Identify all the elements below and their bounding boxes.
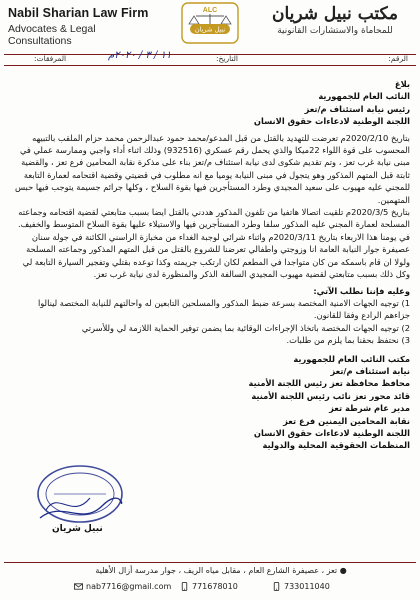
header-english xyxy=(8,6,158,47)
request-item: 3) نحتفظ بحقنا بما يلزم من طلبات. xyxy=(286,335,410,346)
recipient: اللجنة الوطنية لادعاءات حقوق الانسان xyxy=(253,427,410,438)
recipient: مكتب النائب العام للجمهورية xyxy=(293,353,410,364)
letter-body xyxy=(12,78,410,452)
recipient: قائد محور تعز نائب رئيس اللجنة الأمنية xyxy=(251,390,410,401)
address-text: تعز ، عصيفرة الشارع العام ، مقابل مياه الريف ، جوار مدرسة أزال الأهلية xyxy=(95,566,338,575)
phone-icon xyxy=(272,582,281,591)
paragraph-3: في يومنا هذا الاربعاء بتاريخ 2020/3/11م واثناء شرائي لوجبة الغداء من مخبازة الراسني الكائنة في جولة سنان عصيفرة جوار النيابة العامة انا وزوجتي واطفالي تعرضنا للشروع بالقتل من قبل المتهم المذكور وجماعته المسلحة ولولا ان قام باسمكه من كان متواجدا في المطعم لكان ارتكب جريمته وكذا توعده بقتلي وتفجير السيارة التابعة لي وكل ذلك بسبب متابعتي لقضية مهيوب المجيدي السالفة الذكر والمنظورة لدى نيابة غرب تعز. xyxy=(22,231,410,280)
phone-contact-1[interactable] xyxy=(272,582,330,591)
phone-icon xyxy=(180,582,189,591)
firm-subtitle-ar: للمحاماة والاستشارات القانونية xyxy=(277,25,393,36)
paragraph-2: بتاريخ 2020/3/5م تلقيت اتصالا هاتفيا من تلفون المذكور هددني بالقتل ايضا بسبب متابعتي لقضية اقتحامه وجماعته المسلحة لعمارة المجني عليه المذكور سلفا وطرد المستأجرين فيها والاستيلاء عليها بقوة السلاح المتوسط والخفيف. xyxy=(18,207,410,230)
request-item: 1) توجيه الجهات الامنية المختصة بسرعة ضبط المذكور والمسلحين التابعين له واحالتهم للنيابة المختصة لينالوا جزاءهم الرادع وفقا للقانون. xyxy=(37,297,410,321)
requests-intro: وعليه فإننا نطلب الآتي: xyxy=(313,285,410,296)
logo-arabic-name: نبيل شريان xyxy=(194,25,226,34)
signatory-name: نبيل شريان xyxy=(52,524,103,534)
email-text: nab7716@gmail.com xyxy=(86,582,172,591)
firm-name-ar: مكتب نبيل شريان xyxy=(271,4,399,24)
firm-name-en: Nabil Sharian Law Firm xyxy=(8,6,149,20)
firm-subtitle-en: Advocates & Legal Consultations xyxy=(8,23,96,47)
date-label: التاريخ: xyxy=(216,54,238,63)
addressee-1: النائب العام للجمهورية xyxy=(318,91,410,102)
official-stamp xyxy=(32,460,128,532)
header-arabic xyxy=(260,6,410,36)
logo-acronym: ALC xyxy=(202,7,218,14)
location-pin-icon: ● xyxy=(339,566,347,575)
letter-type: بلاغ xyxy=(394,79,410,89)
recipient: نقابة المحامين اليمنين فرع تعز xyxy=(283,415,410,426)
reference-label: الرقم: xyxy=(388,54,408,63)
email-icon xyxy=(74,582,83,591)
attachments-label: المرفقات: xyxy=(34,54,67,63)
footer-contacts xyxy=(10,582,410,596)
recipient: مدير عام شرطة تعز xyxy=(329,403,410,414)
paragraph-1: بتاريخ 2020/2/10م تعرضت للتهديد بالقتل من قبل المدعو/محمد حمود عبدالرحمن محمد حزام الملقب بالتبيهه المحسوب على قوة اللواء 22ميكا والذي يحمل رقم عسكري (932516) وذلك اثناء أداء واجبي وممارسة عملي في مبنى نيابة غرب تعز ، وتم تقديم شكوى لدى نيابة استئناف م/تعز بناء على مذكرة نقابة المحامين فرع تعز ، والقضية ثابتة قبل المتهم المذكور وهو يتجول في مبنى النيابة يوميا مع انه مطلوب في قضيتي وقضية اقتحامه لعمارة التابعة للمجني عليه مهيوب على سعيد المجيدي وطرد المستأجرين فيها بقوة السلاح ، وكلها جرائم جسيمة يتوجب فيها حبس المتهمين. xyxy=(14,132,410,205)
footer-divider xyxy=(4,562,416,563)
copy-recipients xyxy=(12,353,410,452)
date-value: ١١ / ٣ / ٢٠٢٠م xyxy=(108,50,172,61)
phone-text-2: 771678010 xyxy=(192,582,238,591)
request-item: 2) توجيه الجهات المختصة باتخاذ الإجراءات الوقائية بما يضمن توفير الحماية اللازمة لي وللأسرتي xyxy=(81,322,410,333)
phone-contact-2[interactable] xyxy=(180,582,238,591)
recipient: المنظمات الحقوقية المحلية والدولية xyxy=(262,440,410,451)
phone-text-1: 733011040 xyxy=(284,582,330,591)
addressee-2: رئيس نيابة استئناف م/تعز xyxy=(304,103,410,114)
footer-address xyxy=(32,566,410,575)
reference-bar xyxy=(4,50,416,66)
requests-list xyxy=(12,297,410,347)
firm-logo xyxy=(176,2,244,44)
addressee-3: اللجنة الوطنية لادعاءات حقوق الانسان xyxy=(253,116,410,127)
email-contact[interactable] xyxy=(74,582,171,591)
recipient: محافظ محافظة تعز رئيس اللجنة الأمنية xyxy=(248,378,410,389)
recipient: نيابة استئناف م/تعز xyxy=(330,365,410,376)
